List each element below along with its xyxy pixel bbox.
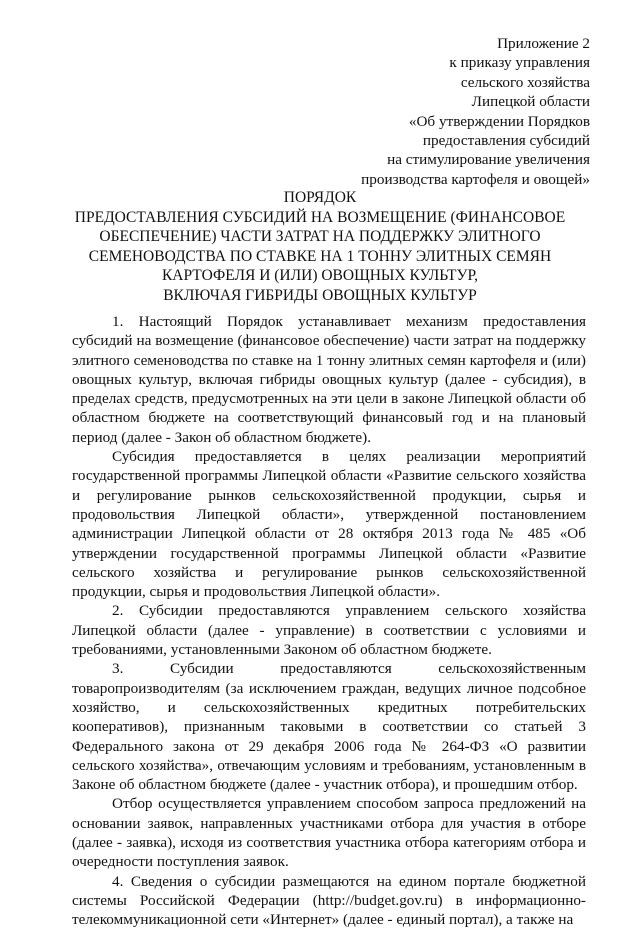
- appendix-header: [361, 34, 590, 189]
- paragraph-5: Отбор осуществляется управлением способом запроса предложений на основании заявок, направленных участниками отбора для участия в отборе (далее - заявка), исходя из соответствия участника отбора категориям отбора и очередности поступления заявок.: [72, 795, 586, 871]
- appendix-line: предоставления субсидий: [422, 132, 590, 150]
- paragraph-4: 3. Субсидии предоставляются сельскохозяйственным товаропроизводителям (за исключением граждан, ведущих личное подсобное хозяйство, и сельскохозяйственных кредитных потребительских кооперативов), признанным таковыми в соответствии со статьей 3 Федерального закона от 29 декабря 2006 года № 264-ФЗ «О развитии сельского хозяйства», отвечающим условиям и требованиям, установленным в Законе об областном бюджете (далее - участник отбора), и прошедшим отбор.: [72, 660, 586, 794]
- paragraph-6: 4. Сведения о субсидии размещаются на едином портале бюджетной системы Российской Федерации (http://budget.gov.ru) в информационно-телекоммуникационной сети «Интернет» (далее - единый портал), а также на: [72, 872, 586, 929]
- appendix-line: Приложение 2: [497, 35, 590, 52]
- paragraph-1: 1. Настоящий Порядок устанавливает механизм предоставления субсидий на возмещение (финансовое обеспечение) части затрат на поддержку элитного семеноводства по ставке на 1 тонну элитных семян картофеля и (или) овощных культур, включая гибриды овощных культур (далее - субсидия), в пределах средств, предусмотренных на эти цели в законе Липецкой области об областном бюджете на соответствующий финансовый год и на плановый период (далее - Закон об областном бюджете).: [72, 313, 586, 446]
- title-line: ВКЛЮЧАЯ ГИБРИДЫ ОВОЩНЫХ КУЛЬТУР: [163, 286, 477, 304]
- document-title: [60, 188, 580, 306]
- title-line: СЕМЕНОВОДСТВА ПО СТАВКЕ НА 1 ТОННУ ЭЛИТНЫХ СЕМЯН: [88, 247, 552, 265]
- appendix-line: производства картофеля и овощей»: [361, 170, 590, 188]
- appendix-line: «Об утверждении Порядков: [408, 112, 590, 130]
- appendix-line: к приказу управления: [449, 54, 590, 72]
- appendix-line: Липецкой области: [471, 93, 590, 111]
- appendix-line: сельского хозяйства: [460, 73, 590, 91]
- appendix-line: на стимулирование увеличения: [387, 151, 590, 169]
- title-line: ПОРЯДОК: [283, 189, 357, 206]
- paragraph-2: Субсидия предоставляется в целях реализации мероприятий государственной программы Липецкой области «Развитие сельского хозяйства и регулирование рынков сельскохозяйственной продукции, сырья и продовольствия Липецкой области», утвержденной постановлением администрации Липецкой области от 28 октября 2013 года № 485 «Об утверждении государственной программы Липецкой области «Развитие сельского хозяйства и регулирование рынков сельскохозяйственной продукции, сырья и продовольствия Липецкой области».: [72, 448, 586, 601]
- paragraph-3: 2. Субсидии предоставляются управлением сельского хозяйства Липецкой области (далее - управление) в соответствии с условиями и требованиями, установленными Законом об областном бюджете.: [72, 602, 586, 659]
- title-line: ПРЕДОСТАВЛЕНИЯ СУБСИДИЙ НА ВОЗМЕЩЕНИЕ (ФИНАНСОВОЕ: [74, 208, 566, 226]
- title-line: ОБЕСПЕЧЕНИЕ) ЧАСТИ ЗАТРАТ НА ПОДДЕРЖКУ ЭЛИТНОГО: [99, 228, 541, 246]
- document-body: [72, 312, 586, 930]
- title-line: КАРТОФЕЛЯ И (ИЛИ) ОВОЩНЫХ КУЛЬТУР,: [161, 267, 479, 285]
